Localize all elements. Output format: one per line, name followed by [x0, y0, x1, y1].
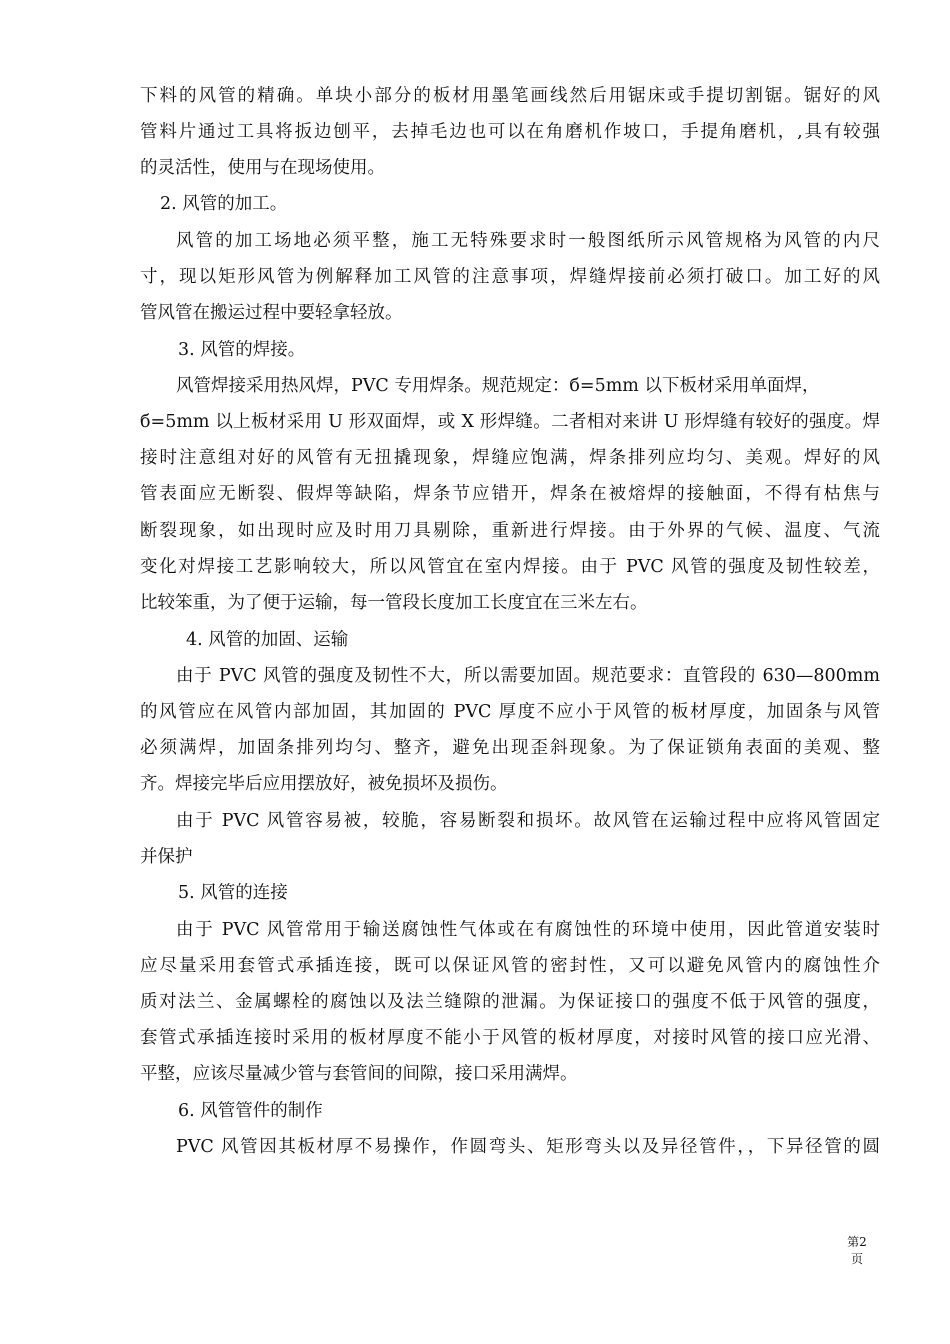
text-line: б=5mm 以上板材采用 U 形双面焊，或 X 形焊缝。二者相对来讲 U 形焊缝有较好的强度。焊	[140, 412, 880, 432]
text-line: 应尽量采用套管式承插连接，既可以保证风管的密封性，又可以避免风管内的腐蚀性介	[140, 956, 880, 976]
text-line: 套管式承插连接时采用的板材厚度不能小于风管的板材厚度，对接时风管的接口应光滑、	[140, 1028, 880, 1048]
text-line: 管料片通过工具将扳边刨平，去掉毛边也可以在角磨机作坡口，手提角磨机，,具有较强	[140, 122, 880, 142]
page-number	[842, 1234, 872, 1268]
text-line: 寸，现以矩形风管为例解释加工风管的注意事项，焊缝焊接前必须打破口。加工好的风	[140, 267, 880, 287]
section-heading: 5. 风管的连接	[178, 883, 288, 903]
text-line: 平整，应该尽量减少管与套管间的间隙，接口采用满焊。	[140, 1064, 578, 1084]
paragraph-first-line: 由于 PVC 风管的强度及韧性不大，所以需要加固。规范要求：直管段的 630—800mm	[176, 666, 880, 686]
paragraph-first-line: 由于 PVC 风管常用于输送腐蚀性气体或在有腐蚀性的环境中使用，因此管道安装时	[176, 920, 880, 940]
text-line: 齐。焊接完毕后应用摆放好，被免损坏及损伤。	[140, 774, 508, 794]
text-line: 管风管在搬运过程中要轻拿轻放。	[140, 303, 403, 323]
text-line: 下料的风管的精确。单块小部分的板材用墨笔画线然后用锯床或手提切割锯。锯好的风	[140, 86, 880, 106]
paragraph-first-line: 风管焊接采用热风焊，PVC 专用焊条。规范规定：б=5mm 以下板材采用单面焊，	[176, 376, 820, 396]
paragraph-first-line: 由于 PVC 风管容易被，较脆，容易断裂和损坏。故风管在运输过程中应将风管固定	[176, 811, 880, 831]
page-number-line: 页	[850, 1252, 863, 1266]
text-line: 接时注意组对好的风管有无扭撬现象，焊缝应饱满，焊条排列应均匀、美观。焊好的风	[140, 448, 880, 468]
page-number-line: 第2	[847, 1235, 867, 1249]
text-line: 比较笨重，为了便于运输，每一管段长度加工长度宜在三米左右。	[140, 593, 648, 613]
section-heading: 6. 风管管件的制作	[178, 1101, 323, 1121]
text-line: 的灵活性，使用与在现场使用。	[140, 158, 385, 178]
text-line: 的风管应在风管内部加固，其加固的 PVC 厚度不应小于风管的板材厚度，加固条与风管	[140, 702, 880, 722]
paragraph-first-line: 风管的加工场地必须平整，施工无特殊要求时一般图纸所示风管规格为风管的内尺	[176, 231, 880, 251]
text-line: 管表面应无断裂、假焊等缺陷，焊条节应错开，焊条在被熔焊的接触面，不得有枯焦与	[140, 484, 880, 504]
section-heading: 4. 风管的加固、运输	[186, 630, 349, 650]
text-line: 变化对焊接工艺影响较大，所以风管宜在室内焊接。由于 PVC 风管的强度及韧性较差，	[140, 557, 880, 577]
text-line: 必须满焊，加固条排列均匀、整齐，避免出现歪斜现象。为了保证锁角表面的美观、整	[140, 738, 880, 758]
text-line: 并保护	[140, 847, 193, 867]
paragraph-first-line: PVC 风管因其板材厚不易操作，作圆弯头、矩形弯头以及异径管件，，下异径管的圆	[176, 1137, 880, 1157]
text-line: 质对法兰、金属螺栓的腐蚀以及法兰缝隙的泄漏。为保证接口的强度不低于风管的强度，	[140, 992, 880, 1012]
section-heading: 3. 风管的焊接。	[178, 340, 306, 360]
text-line: 断裂现象，如出现时应及时用刀具剔除，重新进行焊接。由于外界的气候、温度、气流	[140, 521, 880, 541]
section-heading: 2. 风管的加工。	[160, 194, 288, 214]
